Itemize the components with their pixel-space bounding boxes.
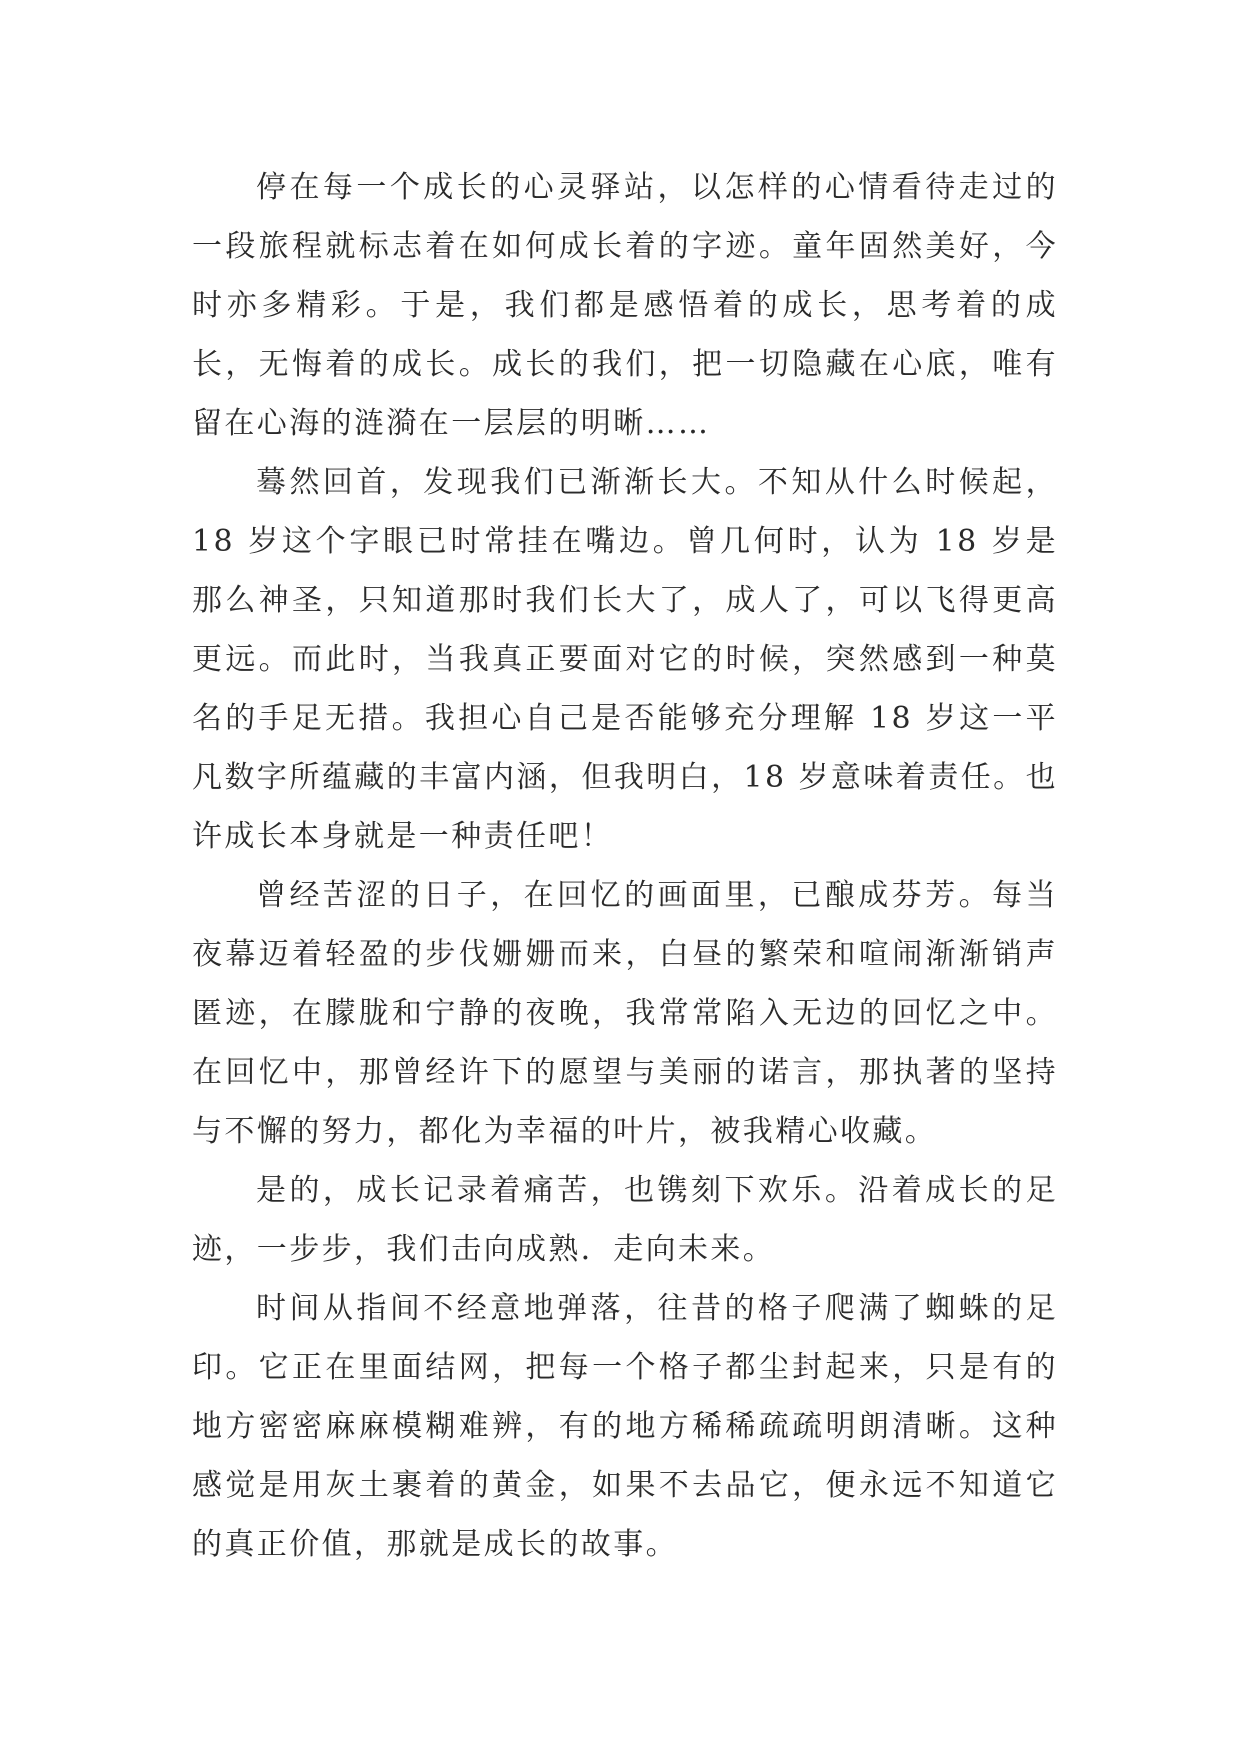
paragraph-2: 蓦然回首，发现我们已渐渐长大。不知从什么时候起，18 岁这个字眼已时常挂在嘴边。曾几何时，认为 18 岁是那么神圣，只知道那时我们长大了，成人了，可以飞得更高更远。而此时，当我真正要面对它的时候，突然感到一种莫名的手足无措。我担心自己是否能够充分理解 18 岁这一平凡数字所蕴藏的丰富内涵，但我明白，18 岁意味着责任。也许成长本身就是一种责任吧！ [192,465,1058,854]
paragraph-3: 曾经苦涩的日子，在回忆的画面里，已酿成芬芳。每当夜幕迈着轻盈的步伐姗姗而来，白昼的繁荣和喧闹渐渐销声匿迹，在朦胧和宁静的夜晚，我常常陷入无边的回忆之中。在回忆中，那曾经许下的愿望与美丽的诺言，那执著的坚持与不懈的努力，都化为幸福的叶片，被我精心收藏。 [192,878,1058,1149]
document-body [192,158,1058,1574]
paragraph-5: 时间从指间不经意地弹落，往昔的格子爬满了蜘蛛的足印。它正在里面结网，把每一个格子都尘封起来，只是有的地方密密麻麻模糊难辨，有的地方稀稀疏疏明朗清晰。这种感觉是用灰土裹着的黄金，如果不去品它，便永远不知道它的真正价值，那就是成长的故事。 [192,1291,1058,1562]
paragraph-4: 是的，成长记录着痛苦，也镌刻下欢乐。沿着成长的足迹，一步步，我们击向成熟．走向未来。 [192,1173,1058,1267]
paragraph-1: 停在每一个成长的心灵驿站，以怎样的心情看待走过的一段旅程就标志着在如何成长着的字迹。童年固然美好，今时亦多精彩。于是，我们都是感悟着的成长，思考着的成长，无悔着的成长。成长的我们，把一切隐藏在心底，唯有留在心海的涟漪在一层层的明晰…… [192,170,1058,441]
